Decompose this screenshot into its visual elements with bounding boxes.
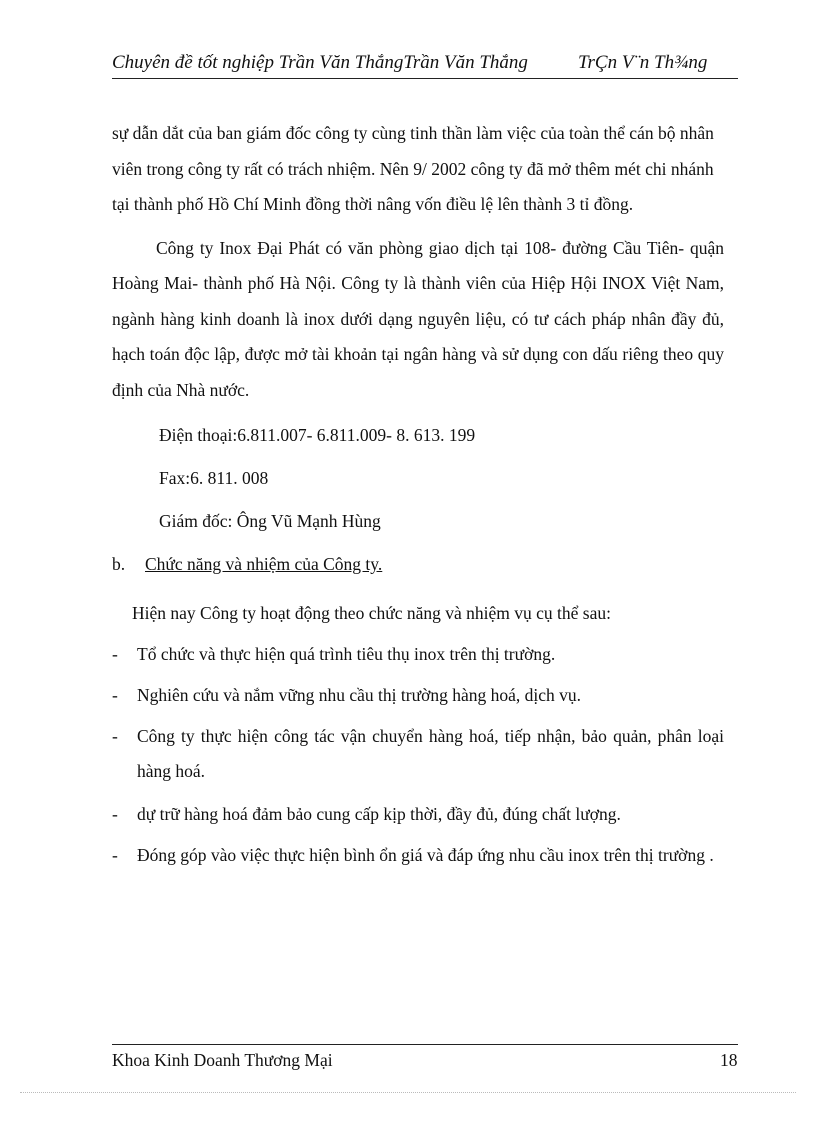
bullet-dash: - — [112, 845, 118, 865]
page-number: 18 — [720, 1050, 738, 1070]
footer-divider — [112, 1044, 738, 1045]
footer-department: Khoa Kinh Doanh Thương Mại — [112, 1050, 333, 1070]
section-letter: b. — [112, 554, 126, 574]
page-bottom-dotted-rule — [20, 1092, 796, 1093]
list-item — [112, 797, 724, 832]
list-item — [112, 678, 724, 713]
list-item — [112, 719, 724, 789]
list-item-text: Công ty thực hiện công tác vận chuyển hàng hoá, tiếp nhận, bảo quản, phân loại hàng hoá. — [137, 726, 724, 781]
section-heading — [112, 544, 724, 584]
list-item — [112, 637, 724, 672]
director-line: Giám đốc: Ông Vũ Mạnh Hùng — [159, 511, 381, 531]
header-right-text: TrÇn V¨n Th¾ng — [578, 52, 708, 73]
list-item-text: Tổ chức và thực hiện quá trình tiêu thụ inox trên thị trường. — [137, 644, 556, 664]
list-item-text: Nghiên cứu và nắm vững nhu cầu thị trường hàng hoá, dịch vụ. — [137, 685, 582, 705]
bullet-dash: - — [112, 644, 118, 664]
list-item — [112, 838, 724, 873]
duty-list — [112, 637, 724, 873]
section-intro: Hiện nay Công ty hoạt động theo chức năng và nhiệm vụ cụ thể sau: — [132, 603, 611, 623]
header-left-text: Chuyên đề tốt nghiệp Trần Văn ThắngTrần Văn Thắng — [112, 52, 528, 73]
document-body — [112, 116, 724, 879]
list-item-text: dự trữ hàng hoá đảm bảo cung cấp kịp thời, đầy đủ, đúng chất lượng. — [137, 804, 621, 824]
bullet-dash: - — [112, 726, 118, 746]
section-title: Chức năng và nhiệm của Công ty. — [145, 554, 383, 574]
paragraph-2: Công ty Inox Đại Phát có văn phòng giao dịch tại 108- đường Cầu Tiên- quận Hoàng Mai- thành phố Hà Nội. Công ty là thành viên của Hiệp Hội INOX Việt Nam, ngành hàng kinh doanh là inox dưới dạng nguyên liệu, có tư cách pháp nhân đầy đủ, hạch toán độc lập, được mở tài khoản tại ngân hàng và sử dụng con dấu riêng theo quy định của Nhà nước. — [112, 237, 724, 400]
fax-line: Fax:6. 811. 008 — [159, 468, 269, 488]
paragraph-1: sự dẫn dắt của ban giám đốc công ty cùng tinh thần làm việc của toàn thể cán bộ nhân viên trong công ty rất có trách nhiệm. Nên 9/ 2002 công ty đã mở thêm mét chi nhánh tại thành phố Hồ Chí Minh đồng thời nâng vốn điều lệ lên thành 3 tỉ đồng. — [112, 123, 714, 214]
bullet-dash: - — [112, 685, 118, 705]
bullet-dash: - — [112, 804, 118, 824]
phone-line: Điện thoại:6.811.007- 6.811.009- 8. 613. 199 — [159, 425, 476, 445]
page-header — [112, 50, 738, 79]
list-item-text: Đóng góp vào việc thực hiện bình ổn giá và đáp ứng nhu cầu inox trên thị trường . — [137, 845, 714, 865]
